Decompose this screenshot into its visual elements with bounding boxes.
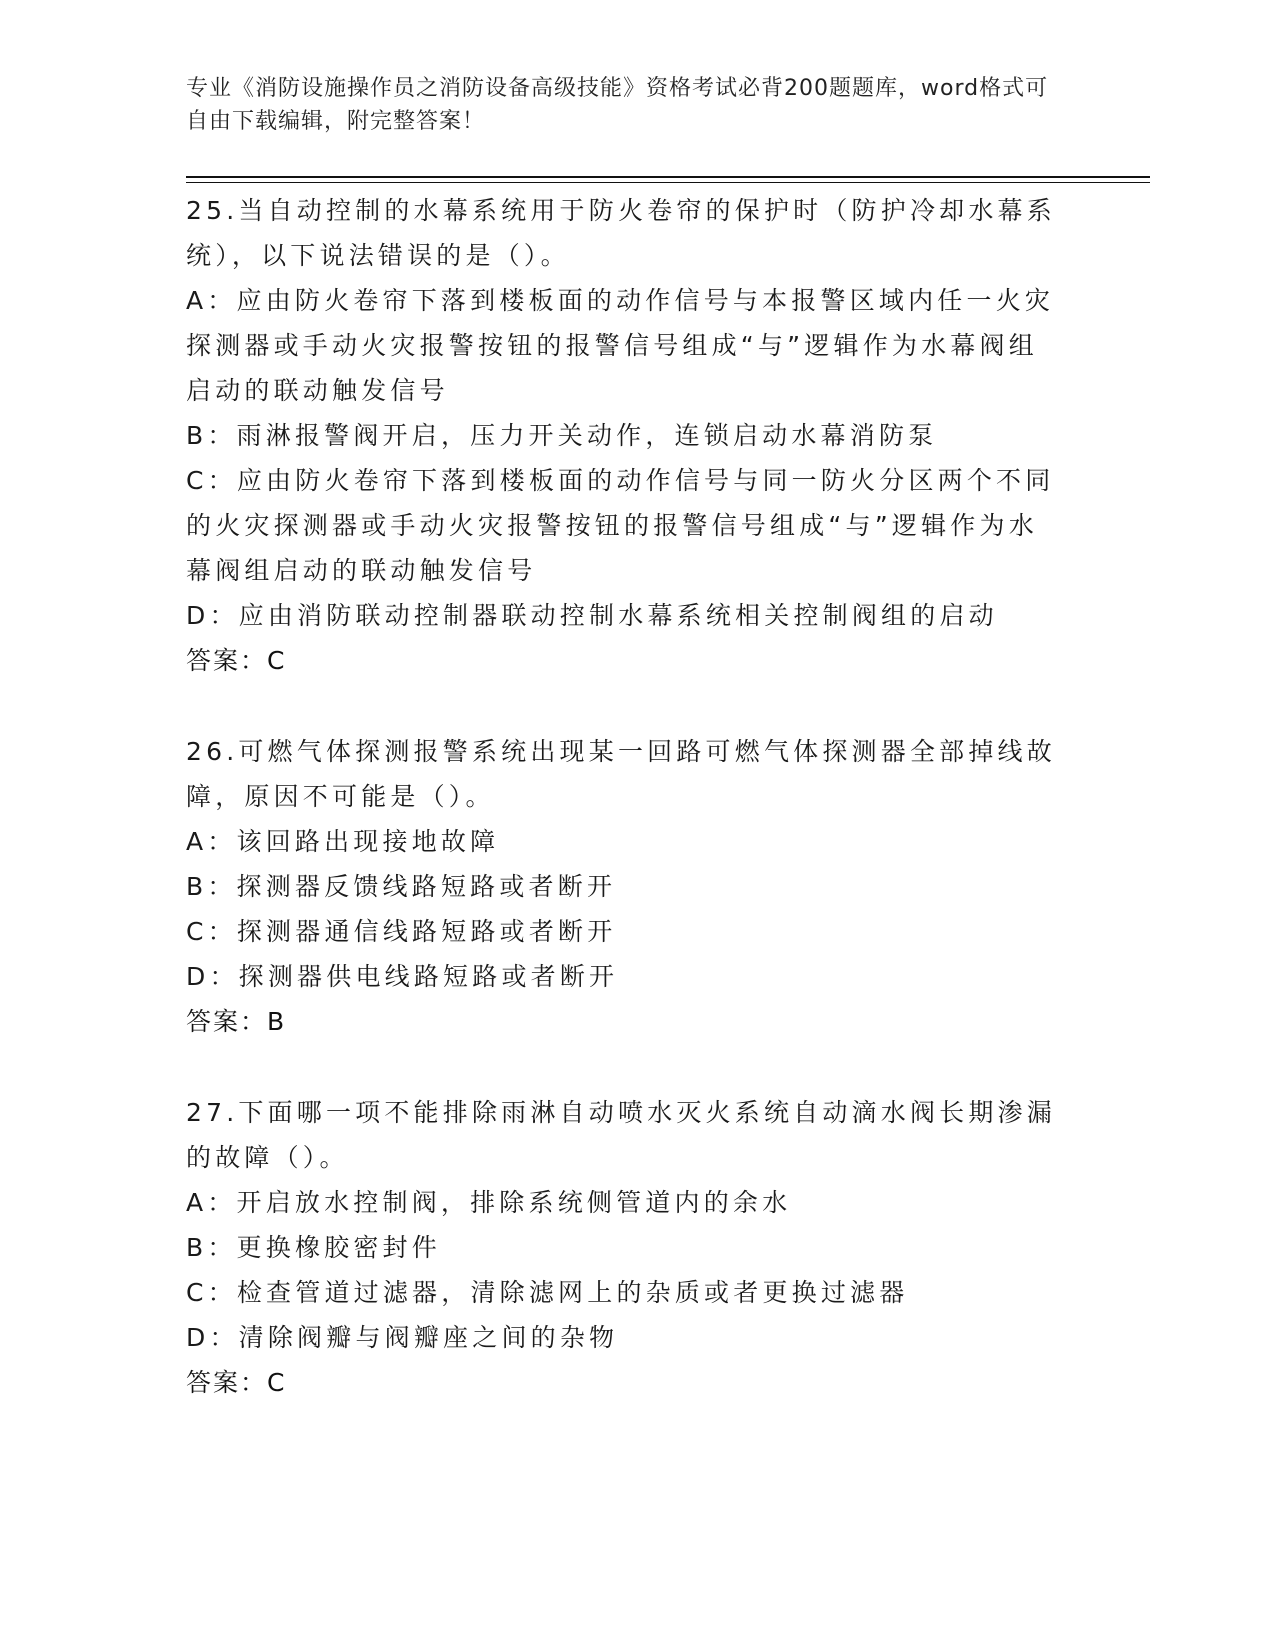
option-d: D：探测器供电线路短路或者断开 xyxy=(186,962,619,991)
answer: 答案：C xyxy=(186,646,287,675)
question-26 xyxy=(186,729,1066,1044)
answer: 答案：B xyxy=(186,1007,287,1036)
question-27 xyxy=(186,1090,1066,1405)
header-rule-thick xyxy=(186,176,1150,178)
question-stem: 27.下面哪一项不能排除雨淋自动喷水灭火系统自动滴水阀长期渗漏的故障（）。 xyxy=(186,1098,1056,1172)
option-c: C：探测器通信线路短路或者断开 xyxy=(186,917,617,946)
header-rule-thin xyxy=(186,182,1150,183)
page-header: 专业《消防设施操作员之消防设备高级技能》资格考试必背200题题库，word格式可自由下载编辑，附完整答案！ xyxy=(186,76,1049,134)
option-a: A：开启放水控制阀，排除系统侧管道内的余水 xyxy=(186,1188,792,1217)
question-list xyxy=(186,188,1066,1451)
option-d: D：应由消防联动控制器联动控制水幕系统相关控制阀组的启动 xyxy=(186,601,998,630)
option-a: A：该回路出现接地故障 xyxy=(186,827,500,856)
option-d: D：清除阀瓣与阀瓣座之间的杂物 xyxy=(186,1323,619,1352)
question-stem: 26.可燃气体探测报警系统出现某一回路可燃气体探测器全部掉线故障，原因不可能是（）。 xyxy=(186,737,1056,811)
question-stem: 25.当自动控制的水幕系统用于防火卷帘的保护时（防护冷却水幕系统），以下说法错误的是（）。 xyxy=(186,196,1056,270)
question-25 xyxy=(186,188,1066,683)
option-a: A：应由防火卷帘下落到楼板面的动作信号与本报警区域内任一火灾探测器或手动火灾报警按钮的报警信号组成“与”逻辑作为水幕阀组启动的联动触发信号 xyxy=(186,286,1055,405)
option-c: C：应由防火卷帘下落到楼板面的动作信号与同一防火分区两个不同的火灾探测器或手动火灾报警按钮的报警信号组成“与”逻辑作为水幕阀组启动的联动触发信号 xyxy=(186,466,1055,585)
option-c: C：检查管道过滤器，清除滤网上的杂质或者更换过滤器 xyxy=(186,1278,909,1307)
option-b: B：更换橡胶密封件 xyxy=(186,1233,441,1262)
answer: 答案：C xyxy=(186,1368,287,1397)
option-b: B：雨淋报警阀开启，压力开关动作，连锁启动水幕消防泵 xyxy=(186,421,938,450)
option-b: B：探测器反馈线路短路或者断开 xyxy=(186,872,617,901)
